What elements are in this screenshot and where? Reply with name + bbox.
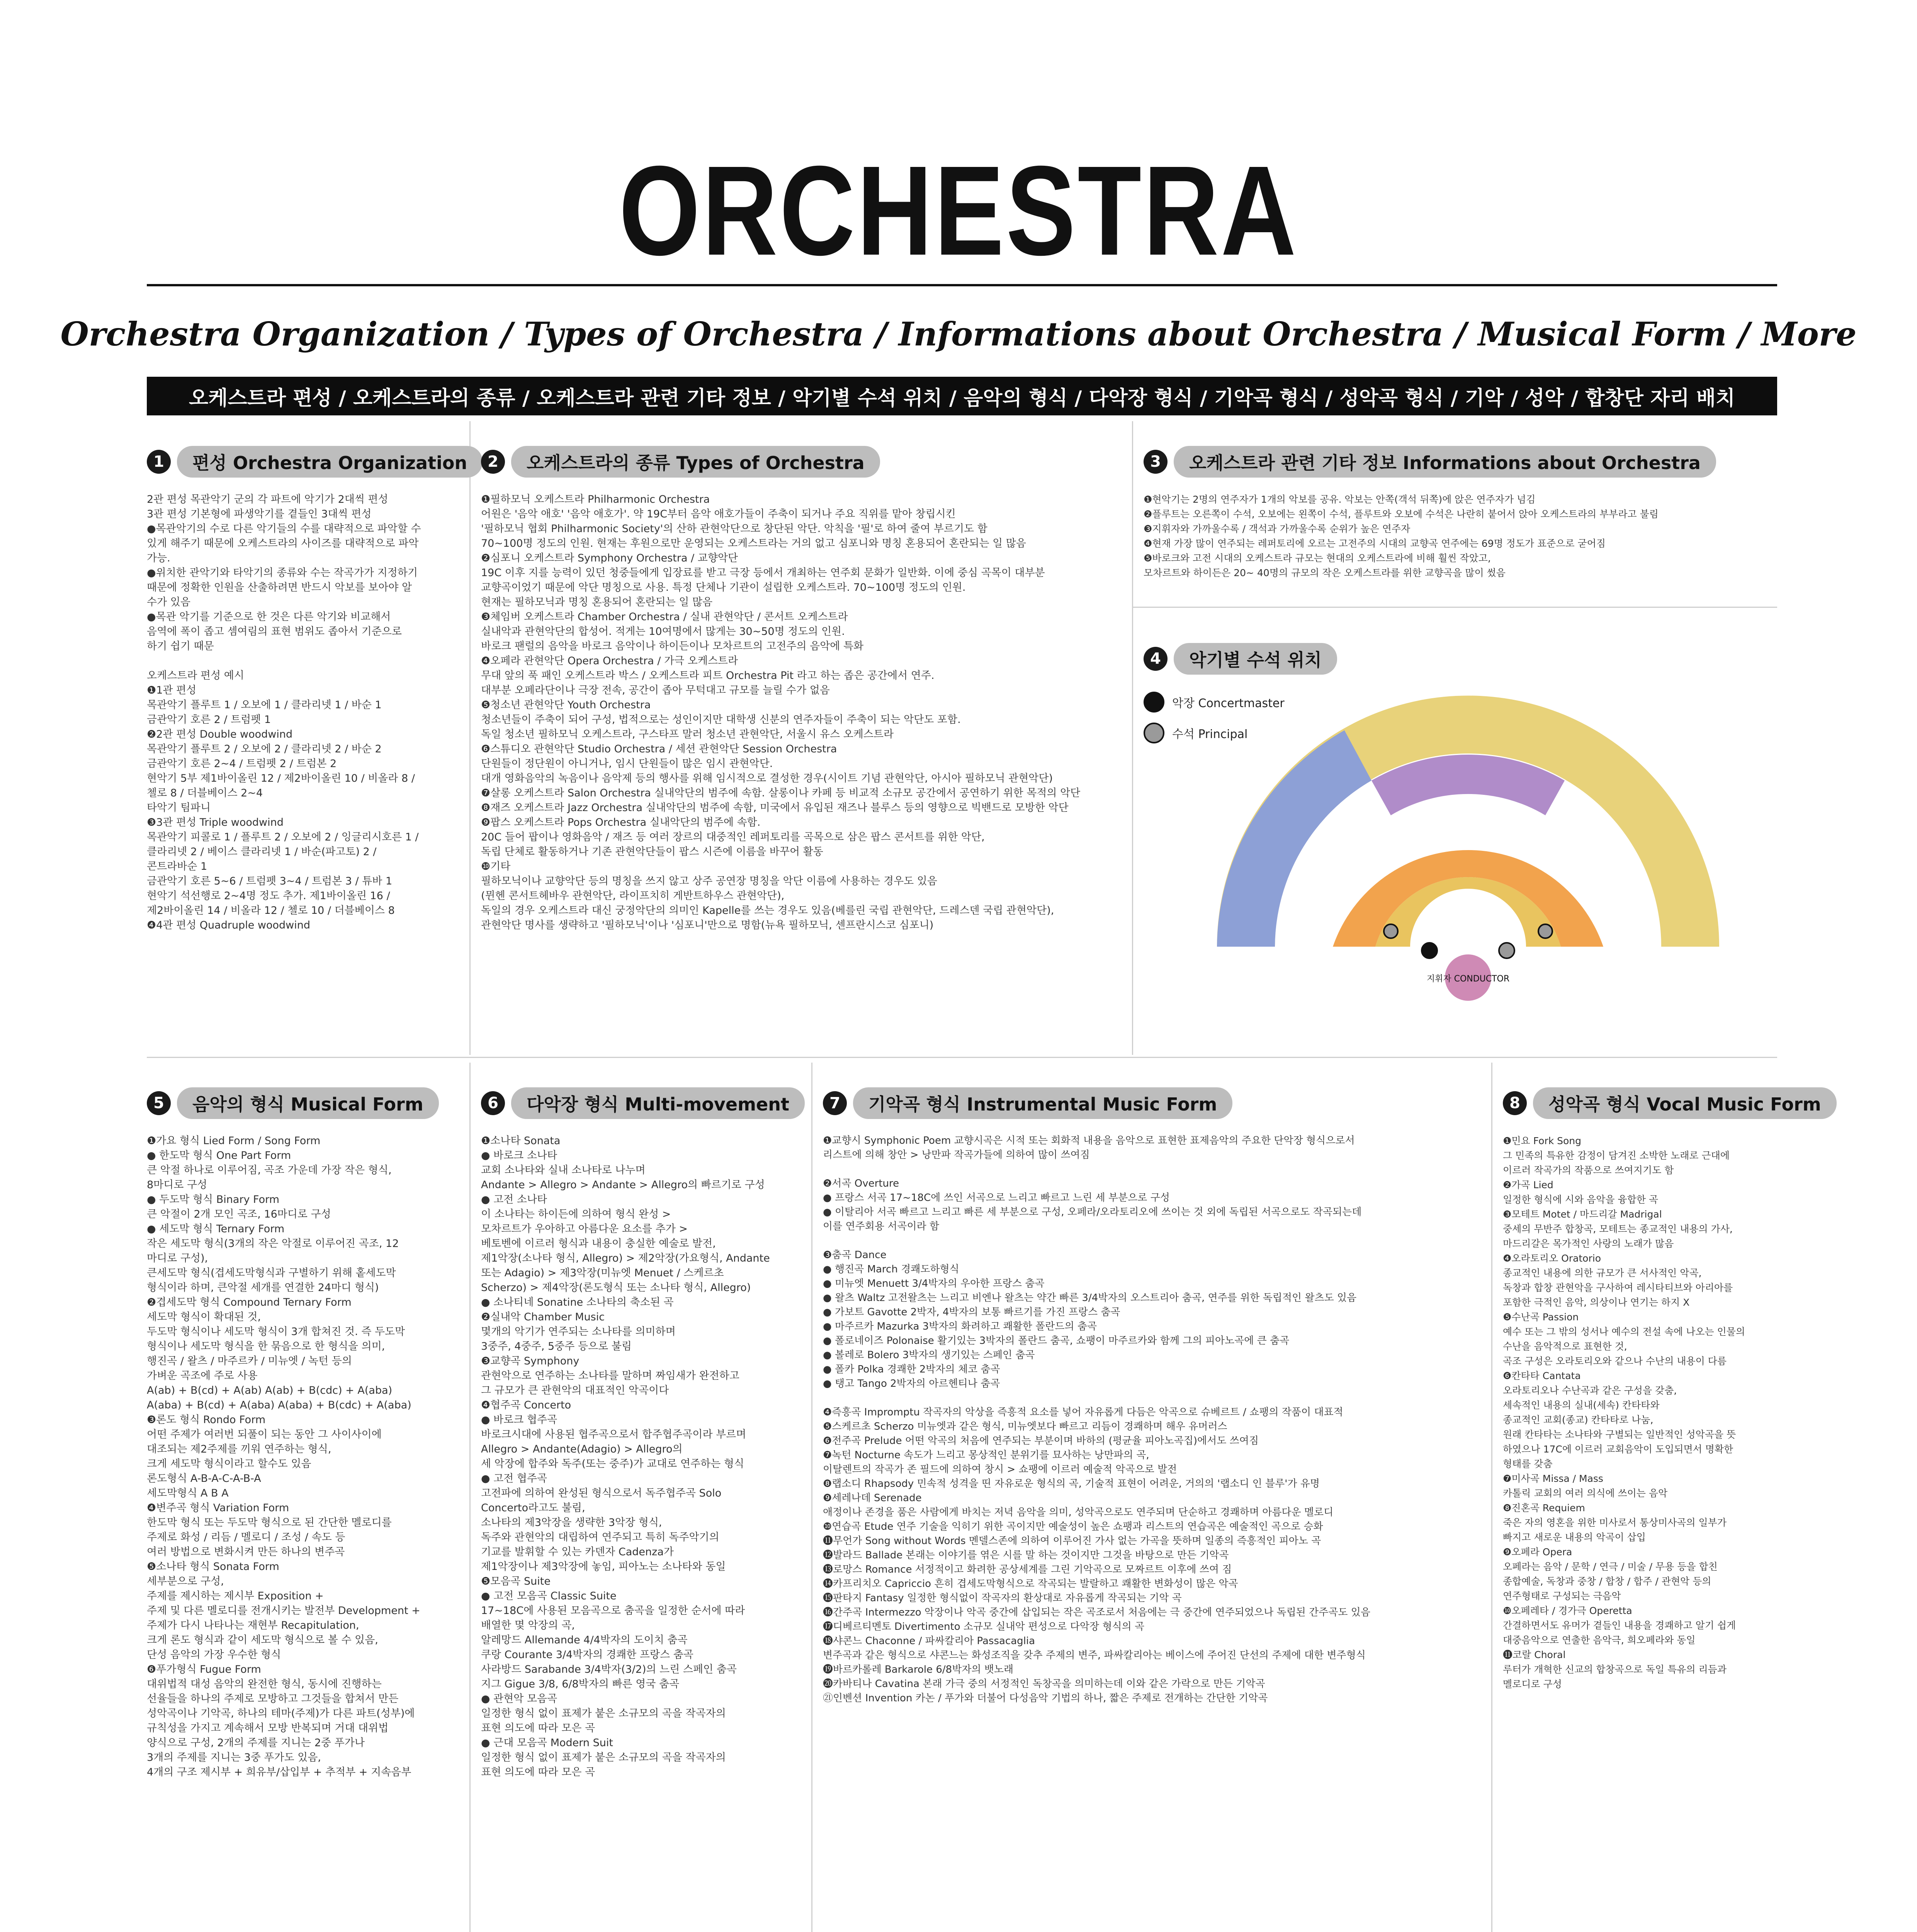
text-line: ❽재즈 오케스트라 Jazz Orchestra 실내악단의 범주에 속함, 미국에서 유입된 재즈나 블루스 등의 영향으로 빅밴드로 모방한 악단 <box>481 802 1069 814</box>
text-line: 독주와 관현악의 대립하여 연주되고 특히 독주악기의 <box>481 1531 719 1543</box>
section-principal-seating <box>1144 641 1777 676</box>
text-line: ❸지휘자와 가까울수록 / 객석과 가까울수록 순위가 높은 연주자 <box>1144 523 1411 534</box>
text-line: 성악곡이나 기악곡, 하나의 테마(주제)가 다른 파트(성부)에 <box>147 1708 415 1719</box>
text-line: 세도막 형식이 확대된 것, <box>147 1311 261 1323</box>
text-line: 일정한 형식에 시와 음악을 융합한 곡 <box>1503 1194 1658 1205</box>
text-line: 독일의 경우 오케스트라 대신 궁정악단의 의미인 Kapelle를 쓰는 경우도 있음(베를린 국립 관현악단, 드레스덴 국립 관현악단), <box>481 905 1054 917</box>
orchestra-seating-diagram <box>1159 676 1777 1047</box>
text-line: 세속적인 내용의 실내(세속) 칸타타와 <box>1503 1400 1660 1411</box>
text-line: 현재는 필하모닉과 명칭 혼용되어 혼란되는 일 많음 <box>481 596 713 608</box>
text-line: 수가 있음 <box>147 596 190 608</box>
text-line: ❸춤곡 Dance <box>823 1249 887 1261</box>
section-number: 8 <box>1503 1091 1527 1115</box>
section-instrumental-form <box>823 1086 1484 1706</box>
text-line: ● 이탈리아 서곡 빠르고 느리고 빠른 세 부분으로 구성, 오페라/오라토리오에 쓰이는 것 외에 독립된 서곡으로도 작곡되는데 <box>823 1206 1362 1218</box>
text-line: 독립 단체로 활동하거나 기존 관현악단들이 팝스 시즌에 이름을 바꾸어 활동 <box>481 846 823 858</box>
text-line: 일정한 형식 없이 표제가 붙은 소규모의 곡을 작곡자의 <box>481 1708 726 1719</box>
text-line: 금관악기 호른 2 / 트럼펫 1 <box>147 714 271 726</box>
section-musical-form <box>147 1086 460 1780</box>
text-line: 70~100명 정도의 인원. 현재는 후원으로만 운영되는 오케스트라는 거의 없고 심포니와 명칭 혼용되어 혼란되는 일 많음 <box>481 537 1026 549</box>
text-line: 콘트라바순 1 <box>147 861 207 872</box>
divider <box>1132 607 1777 608</box>
text-line: 3관 편성 기본형에 파생악기를 곁들인 3대씩 편성 <box>147 508 372 520</box>
text-line: 이를 연주회용 서곡이라 함 <box>823 1221 940 1232</box>
text-line: 루터가 개혁한 신교의 합창곡으로 독일 특유의 리듬과 <box>1503 1664 1727 1675</box>
text-line: 큰 악절 하나로 이루어짐, 곡조 가운데 가장 작은 형식, <box>147 1164 392 1176</box>
text-line: ❸3관 편성 Triple woodwind <box>147 816 284 828</box>
text-line: ㉑인벤션 Invention 카논 / 푸가와 더불어 다성음악 기법의 하나, 짧은 주제로 전개하는 간단한 기악곡 <box>823 1692 1268 1704</box>
text-line: 세도막형식 A B A <box>147 1487 229 1499</box>
text-line: 오페라는 음악 / 문학 / 연극 / 미술 / 무용 등을 합친 <box>1503 1561 1718 1572</box>
text-line <box>823 1234 1484 1248</box>
text-line: 간결하면서도 유머가 곁들인 내용을 경쾌하고 알기 쉽게 <box>1503 1620 1736 1631</box>
text-line: 두도막 형식이나 세도막 형식이 3개 합쳐진 것. 즉 두도막 <box>147 1326 405 1338</box>
text-line: 한도막 형식 또는 두도막 형식으로 된 간단한 멜로디를 <box>147 1517 392 1529</box>
text-line: 20C 들어 팝이나 영화음악 / 재즈 등 여러 장르의 대중적인 레퍼토리를 곡목으로 삼은 팝스 콘서트를 위한 악단, <box>481 831 985 843</box>
text-line: ❹오라토리오 Oratorio <box>1503 1253 1601 1264</box>
text-line: 모차르트와 하이든은 20~ 40명의 규모의 작은 오케스트라를 위한 교향곡을 많이 썼음 <box>1144 567 1506 578</box>
text-line: ❷2관 편성 Double woodwind <box>147 728 293 740</box>
text-line: 연주형태로 구성되는 극음악 <box>1503 1590 1621 1602</box>
principal-seat <box>1538 924 1552 938</box>
section-body <box>1503 1134 1777 1692</box>
text-line: ❺소나타 형식 Sonata Form <box>147 1561 279 1573</box>
text-line: 교회 소나타와 실내 소나타로 나누며 <box>481 1164 646 1176</box>
text-line: 곡조 구성은 오라토리오와 같으나 수난의 내용이 다름 <box>1503 1355 1727 1367</box>
text-line: ❺모음곡 Suite <box>481 1575 551 1587</box>
section-title: 악기별 수석 위치 <box>1174 643 1337 675</box>
text-line: 또는 Adagio) > 제3악장(미뉴엣 Menuet / 스케르초 <box>481 1267 724 1279</box>
text-line: 그 규모가 큰 관현악의 대표적인 악곡이다 <box>481 1384 669 1396</box>
section-title: 오케스트라 관련 기타 정보 Informations about Orchestra <box>1174 446 1716 478</box>
text-line: 2관 편성 목관악기 군의 각 파트에 악기가 2대씩 편성 <box>147 493 388 505</box>
text-line: 중세의 무반주 합창곡, 모테트는 종교적인 내용의 가사, <box>1503 1223 1733 1235</box>
text-line: ❶민요 Fork Song <box>1503 1135 1582 1146</box>
text-line: 목관악기 피콜로 1 / 플루트 2 / 오보에 2 / 잉글리시호른 1 / <box>147 831 419 843</box>
text-line: 이탈렌트의 작곡가 존 필드에 의하여 창시 > 쇼팽에 이르러 예술적 악곡으로 발전 <box>823 1464 1177 1475</box>
text-line: ❸체임버 오케스트라 Chamber Orchestra / 실내 관현악단 / 콘서트 오케스트라 <box>481 611 848 623</box>
text-line: 목관악기 플루트 1 / 오보에 1 / 클라리넷 1 / 바순 1 <box>147 699 382 711</box>
text-line: ❹4관 편성 Quadruple woodwind <box>147 919 310 931</box>
text-line: 수난을 음악적으로 표현한 것, <box>1503 1341 1627 1352</box>
text-line: ❶소나타 Sonata <box>481 1135 561 1147</box>
text-line: 선율들을 하나의 주제로 모방하고 그것들을 합쳐서 만든 <box>147 1693 399 1705</box>
text-line: ● 볼레로 Bolero 3박자의 생기있는 스페인 춤곡 <box>823 1349 1035 1361</box>
text-line: ● 바로크 소나타 <box>481 1150 557 1162</box>
text-line: 마디로 구성), <box>147 1252 208 1264</box>
text-line: 하기 쉽기 때문 <box>147 640 214 652</box>
conductor-label: 지휘자 CONDUCTOR <box>1426 974 1510 984</box>
text-line: ● 바로크 협주곡 <box>481 1414 557 1426</box>
text-line: 관현악단 명사를 생략하고 '필하모닉'이나 '심포니'만으로 명함(뉴욕 필하모닉, 센프란시스코 심포니) <box>481 919 934 931</box>
text-line: 큰세도막 형식(겹세도막형식과 구별하기 위해 홑세도막 <box>147 1267 396 1279</box>
section-body <box>147 492 460 933</box>
text-line: 단원들이 정단원이 아니거나, 임시 단원들이 많은 임시 관현악단. <box>481 758 773 770</box>
text-line: 이르러 작곡가의 작품으로 쓰여지기도 함 <box>1503 1165 1674 1176</box>
topic-bar: 오케스트라 편성 / 오케스트라의 종류 / 오케스트라 관련 기타 정보 / 악기별 수석 위치 / 음악의 형식 / 다악장 형식 / 기악곡 형식 / 성악곡 형식 / 기악 / 성악 / 합창단 자리 배치 <box>147 377 1777 415</box>
text-line: ⓱디베르티멘토 Divertimento 소규모 실내악 편성으로 다악장 형식의 곡 <box>823 1621 1145 1633</box>
section-title: 기악곡 형식 Instrumental Music Form <box>853 1087 1232 1119</box>
text-line: 대위법적 대성 음악의 완전한 형식, 동시에 진행하는 <box>147 1678 382 1690</box>
text-line: ● 두도막 형식 Binary Form <box>147 1194 280 1206</box>
section-body <box>481 1134 802 1780</box>
text-line: ⓫무언가 Song without Words 멘델스존에 의하여 이루어진 가사 없는 가곡을 뜻하며 일종의 즉흥적인 피아노 곡 <box>823 1535 1321 1547</box>
text-line: ❶필하모닉 오케스트라 Philharmonic Orchestra <box>481 493 710 505</box>
text-line: ❺수난곡 Passion <box>1503 1311 1579 1323</box>
text-line: ❻스튜디오 관현악단 Studio Orchestra / 세션 관현악단 Session Orchestra <box>481 743 837 755</box>
text-line: ❼녹턴 Nocturne 속도가 느리고 몽상적인 분위기를 묘사하는 낭만파의 곡, <box>823 1449 1149 1461</box>
text-line: ❽랩소디 Rhapsody 민속적 성격을 띤 자유로운 형식의 곡, 기술적 표현이 어려운, 거의의 '랩소디 인 블루'가 유명 <box>823 1478 1320 1490</box>
text-line: ⓯판타지 Fantasy 일정한 형식없이 작곡자의 환상대로 자유롭게 작곡되는 기악 곡 <box>823 1592 1182 1604</box>
text-line: 관현악으로 연주하는 소나타를 말하며 짜임새가 완전하고 <box>481 1370 739 1382</box>
text-line: 첼로 8 / 더블베이스 2~4 <box>147 787 263 799</box>
text-line: 청소년들이 주축이 되어 구성, 법적으로는 성인이지만 대학생 신분의 연주자들이 주축이 되는 악단도 포함. <box>481 714 961 726</box>
section-title: 다악장 형식 Multi-movement <box>511 1087 805 1119</box>
text-line: 세 악장에 합주와 독주(또는 중주)가 교대로 연주하는 형식 <box>481 1458 744 1470</box>
text-line: 멜로디로 구성 <box>1503 1679 1562 1690</box>
section-body <box>481 492 1122 933</box>
text-line: 제1악장이나 제3악장에 놓임, 피아노는 소나타와 동일 <box>481 1561 726 1573</box>
principal-seat <box>1499 943 1514 958</box>
text-line: 주제 및 다른 멜로디를 전개시키는 발전부 Development + <box>147 1605 420 1617</box>
text-line: ❷플루트는 오른쪽이 수석, 오보에는 왼쪽이 수석, 플루트와 오보에 수석은 나란히 붙어서 앉아 오케스트라의 부부라고 불림 <box>1144 509 1659 520</box>
legend-concertmaster: 악장 Concertmaster <box>1144 692 1285 713</box>
text-line: 제2바이올린 14 / 비올라 12 / 첼로 10 / 더블베이스 8 <box>147 905 395 917</box>
section-title: 음악의 형식 Musical Form <box>177 1087 439 1119</box>
text-line: 대개 영화음악의 녹음이나 음악제 등의 행사를 위해 임시적으로 결성한 경우(시이트 기념 관현악단, 아시아 필하모닉 관현악단) <box>481 772 1053 784</box>
divider <box>469 421 471 1055</box>
section-body <box>147 1134 460 1780</box>
text-line: ⓬발라드 Ballade 본래는 이야기를 엮은 시를 말 하는 것이지만 그것을 바탕으로 만든 기악곡 <box>823 1549 1229 1561</box>
text-line: 원래 칸타타는 소나타와 구별되는 일반적인 성악곡을 뜻 <box>1503 1429 1736 1440</box>
text-line: ❹변주곡 형식 Variation Form <box>147 1502 289 1514</box>
text-line: ❾팝스 오케스트라 Pops Orchestra 실내악단의 범주에 속함. <box>481 816 761 828</box>
section-body <box>823 1134 1484 1706</box>
text-line: A(aba) + B(cd) + A(aba) A(aba) + B(cdc) + A(aba) <box>147 1399 411 1411</box>
text-line: ❺바로크와 고전 시대의 오케스트라 규모는 현대의 오케스트라에 비해 훨씬 작았고, <box>1144 553 1491 564</box>
text-line: 3중주, 4중주, 5중주 등으로 불림 <box>481 1340 632 1352</box>
text-line: 모차르트가 우아하고 아름다운 요소를 추가 > <box>481 1223 688 1235</box>
text-line: ⓲샤콘느 Chaconne / 파싸칼리아 Passacaglia <box>823 1635 1035 1647</box>
legend-principal: 수석 Principal <box>1144 723 1247 743</box>
divider <box>147 1057 1777 1058</box>
text-line: 종교적인 내용에 의한 규모가 큰 서사적인 악곡, <box>1503 1267 1702 1279</box>
text-line: ❾세레나데 Serenade <box>823 1492 922 1504</box>
text-line: 독창과 합창 관현악을 구사하여 레시타티브와 아리아를 <box>1503 1282 1733 1293</box>
text-line: 어떤 주제가 여러번 되풀이 되는 동안 그 사이사이에 <box>147 1429 382 1440</box>
text-line: A(ab) + B(cd) + A(ab) A(ab) + B(cdc) + A(aba) <box>147 1384 393 1396</box>
concertmaster-seat <box>1422 943 1437 958</box>
text-line: 지그 Gigue 3/8, 6/8박자의 빠른 영국 춤곡 <box>481 1678 680 1690</box>
text-line: 포함한 극적인 음악, 의상이나 연기는 하지 X <box>1503 1297 1690 1308</box>
text-line: 주제가 다시 나타나는 재현부 Recapitulation, <box>147 1619 359 1631</box>
text-line: ❺스케르초 Scherzo 미뉴엣과 같은 형식, 미뉴엣보다 빠르고 리듬이 경쾌하며 해우 유머러스 <box>823 1421 1227 1432</box>
text-line: 주제를 제시하는 제시부 Exposition + <box>147 1590 324 1602</box>
text-line: ●위치한 관악기와 타악기의 종류와 수는 작곡가가 지정하기 <box>147 567 418 579</box>
text-line: 빠지고 새로운 내용의 악곡이 삽입 <box>1503 1532 1646 1543</box>
text-line: 고전파에 의하여 완성된 형식으로서 독주협주곡 Solo <box>481 1487 722 1499</box>
text-line: 독일 청소년 필하모닉 오케스트라, 구스타프 말러 청소년 관현악단, 서울시 유스 오케스트라 <box>481 728 894 740</box>
text-line: 기교를 발휘할 수 있는 카덴자 Cadenza가 <box>481 1546 674 1558</box>
text-line: ❹협주곡 Concerto <box>481 1399 571 1411</box>
text-line: ❻칸타타 Cantata <box>1503 1370 1581 1381</box>
section-number: 4 <box>1144 647 1168 671</box>
section-number: 7 <box>823 1091 847 1115</box>
text-line: 양식으로 구성, 2개의 주제를 지니는 2중 푸가나 <box>147 1737 365 1749</box>
text-line: Scherzo) > 제4악장(론도형식 또는 소나타 형식, Allegro) <box>481 1282 751 1294</box>
text-line: 오케스트라 편성 예시 <box>147 670 244 682</box>
text-line: 세부분으로 구성, <box>147 1575 224 1587</box>
text-line: ❹현재 가장 많이 연주되는 레퍼토리에 오르는 고전주의 시대의 교향곡 연주에는 69명 정도가 표준으로 굳어짐 <box>1144 538 1606 549</box>
text-line: ● 행진곡 March 경쾌도하형식 <box>823 1264 959 1275</box>
text-line: 단성 음악의 가장 우수한 형식 <box>147 1649 281 1661</box>
text-line: ❾오페라 Opera <box>1503 1546 1572 1558</box>
text-line <box>823 1391 1484 1405</box>
text-line: 현악기 5부 제1바이올린 12 / 제2바이올린 10 / 비올라 8 / <box>147 772 415 784</box>
text-line: 몇개의 악기가 연주되는 소나타를 의미하며 <box>481 1326 676 1338</box>
text-line: 3개의 주제를 지니는 3중 푸가도 있음, <box>147 1752 321 1764</box>
text-line: Andante > Allegro > Andante > Allegro의 빠르기로 구성 <box>481 1179 765 1191</box>
text-line: 종합예술, 독창과 중창 / 합창 / 합주 / 관현악 등의 <box>1503 1576 1711 1587</box>
text-line: 대중음악으로 연출한 음악극, 희오페라와 동일 <box>1503 1634 1696 1646</box>
text-line: ● 가보트 Gavotte 2박자, 4박자의 보통 빠르기를 가진 프랑스 춤곡 <box>823 1306 1120 1318</box>
text-line: ● 고전 협주곡 <box>481 1473 547 1485</box>
text-line: 필하모닉이나 교향악단 등의 명칭을 쓰지 않고 상주 공연장 명칭을 악단 이름에 사용하는 경우도 있음 <box>481 875 937 887</box>
text-line: 쿠랑 Courante 3/4박자의 경쾌한 프랑스 춤곡 <box>481 1649 693 1661</box>
text-line: 형태를 갖춤 <box>1503 1458 1553 1469</box>
text-line: 알레망드 Allemande 4/4박자의 도이치 춤곡 <box>481 1634 688 1646</box>
text-line: ⓫코랄 Choral <box>1503 1649 1566 1660</box>
section-title: 성악곡 형식 Vocal Music Form <box>1533 1087 1837 1119</box>
text-line: 죽은 자의 영혼을 위한 미사로서 통상미사곡의 일부가 <box>1503 1517 1727 1528</box>
text-line: 가벼운 곡조에 주로 사용 <box>147 1370 258 1382</box>
text-line: 금관악기 호른 5~6 / 트럼펫 3~4 / 트럼본 3 / 튜바 1 <box>147 875 393 887</box>
section-number: 2 <box>481 450 505 474</box>
text-line: 바로크 팬럴의 음악을 바로크 음악이나 하이든이나 모차르트의 고전주의 음악에 특화 <box>481 640 864 652</box>
text-line: 목관악기 플루트 2 / 오보에 2 / 클라리넷 2 / 바순 2 <box>147 743 382 755</box>
text-line: ● 프랑스 서곡 17~18C에 쓰인 서곡으로 느리고 빠르고 느린 세 부분으로 구성 <box>823 1192 1170 1204</box>
text-line: 큰 악절이 2개 모인 곡조, 16마디로 구성 <box>147 1208 331 1220</box>
section-title: 오케스트라의 종류 Types of Orchestra <box>511 446 880 478</box>
section-types-of-orchestra <box>481 444 1122 933</box>
text-line: 크게 세도막 형식이라고 할수도 있음 <box>147 1458 311 1470</box>
text-line: 17~18C에 사용된 모음곡으로 춤곡을 일정한 순서에 따라 <box>481 1605 745 1617</box>
text-line: 론도형식 A-B-A-C-A-B-A <box>147 1473 261 1485</box>
text-line: ● 고전 소나타 <box>481 1194 547 1206</box>
text-line: 타악기 팀파니 <box>147 802 211 814</box>
text-line: ● 탱고 Tango 2박자의 아르헨티나 춤곡 <box>823 1378 1000 1389</box>
text-line: 표현 의도에 따라 모은 곡 <box>481 1766 595 1778</box>
text-line: ❿연습곡 Etude 연주 기술을 익히기 위한 곡이지만 예술성이 높은 쇼팽과 리스트의 연습곡은 예술적인 곡으로 승화 <box>823 1521 1323 1532</box>
text-line: ⓴카바티나 Cavatina 본래 가극 중의 서정적인 독창곡을 의미하는데 이와 같은 가락으로 만든 기악곡 <box>823 1678 1265 1690</box>
text-line: 예수 또는 그 밖의 성서나 예수의 전설 속에 나오는 인물의 <box>1503 1326 1745 1337</box>
text-line: ❷겹세도막 형식 Compound Ternary Form <box>147 1296 352 1308</box>
divider <box>1491 1063 1492 1932</box>
text-line: ⓰간주곡 Intermezzo 악장이나 악곡 중간에 삽입되는 작은 곡조로서 처음에는 극 중간에 연주되었으나 독립된 간주곡도 있음 <box>823 1607 1371 1618</box>
text-line: ❽진혼곡 Requiem <box>1503 1502 1585 1514</box>
poster-subtitle: Orchestra Organization / Types of Orchestra / Informations about Orchestra / Musical Form / More <box>60 315 1857 353</box>
text-line: ● 왈츠 Waltz 고전왈츠는 느리고 비엔나 왈츠는 약간 빠른 3/4박자의 오스트리아 춤곡, 연주를 위한 독립적인 왈츠도 있음 <box>823 1292 1357 1304</box>
text-line: ❸교향곡 Symphony <box>481 1355 580 1367</box>
divider <box>469 1063 471 1932</box>
text-line: 음역에 폭이 좁고 셈여림의 표현 범위도 좁아서 기준으로 <box>147 626 402 638</box>
text-line: 바로크시대에 사용된 협주곡으로서 합주협주곡이라 부르며 <box>481 1429 746 1440</box>
section-multi-movement <box>481 1086 802 1780</box>
text-line: ❶현악기는 2명의 연주자가 1개의 악보를 공유. 악보는 안쪽(객석 뒤쪽)에 앉은 연주자가 넘김 <box>1144 494 1536 505</box>
text-line: 행진곡 / 왈츠 / 마주르카 / 미뉴엣 / 녹턴 등의 <box>147 1355 352 1367</box>
text-line: ❹오페라 관현악단 Opera Orchestra / 가극 오케스트라 <box>481 655 738 667</box>
title-rule <box>147 284 1777 286</box>
section-number: 1 <box>147 450 171 474</box>
text-line: ●목관 악기를 기준으로 한 것은 다른 악기와 비교해서 <box>147 611 391 623</box>
section-body <box>1144 492 1777 580</box>
divider <box>1132 421 1133 1055</box>
section-number: 3 <box>1144 450 1168 474</box>
text-line: ❷서곡 Overture <box>823 1178 899 1189</box>
text-line: (뮌헨 콘서트헤바우 관현악단, 라이프치히 게반트하우스 관현악단), <box>481 890 785 902</box>
section-orchestra-organization <box>147 444 467 933</box>
text-line: ⓮카프리치오 Capriccio 흔히 겹세도막형식으로 작곡되는 발랄하고 쾌활한 변화성이 많은 악곡 <box>823 1578 1238 1590</box>
text-line: ❿기타 <box>481 861 511 872</box>
text-line: 소나타의 제3악장을 생략한 3악장 형식, <box>481 1517 662 1529</box>
text-line: ● 마주르카 Mazurka 3박자의 화려하고 쾌활한 폴란드의 춤곡 <box>823 1321 1097 1332</box>
text-line: 오라토리오나 수난곡과 같은 구성을 갖춤, <box>1503 1385 1677 1396</box>
text-line: Concerto라고도 불림, <box>481 1502 585 1514</box>
text-line: 형식이나 세도막 형식을 한 묶음으로 한 형식을 의미, <box>147 1340 385 1352</box>
section-orchestra-info <box>1144 444 1777 580</box>
text-line: 작은 세도막 형식(3개의 작은 악절로 이루어진 곡조, 12 <box>147 1238 399 1250</box>
text-line: 어원은 '음악 애호' '음악 애호가'. 약 19C부터 음악 애호가들이 주축이 되거나 주요 직위를 맡아 창립시킨 <box>481 508 956 520</box>
text-line: ⓳바르카롤레 Barkarole 6/8박자의 뱃노래 <box>823 1664 1014 1675</box>
text-line: 여러 방법으로 변화시켜 만든 하나의 변주곡 <box>147 1546 345 1558</box>
text-line: 마드리갈은 목가적인 사랑의 노래가 많음 <box>1503 1238 1674 1249</box>
text-line: ● 소나티네 Sonatine 소나타의 축소된 곡 <box>481 1296 674 1308</box>
text-line: ❷심포니 오케스트라 Symphony Orchestra / 교향악단 <box>481 552 738 564</box>
text-line: 베토벤에 이르러 형식과 내용이 충실한 예술로 발전, <box>481 1238 716 1250</box>
principal-seat <box>1384 924 1398 938</box>
text-line: 일정한 형식 없이 표제가 붙은 소규모의 곡을 작곡자의 <box>481 1752 726 1764</box>
poster-title: ORCHESTRA <box>619 139 1298 282</box>
text-line: 무대 앞의 푹 패인 오케스트라 박스 / 오케스트라 피트 Orchestra Pit 라고 하는 좁은 공간에서 연주. <box>481 670 935 682</box>
text-line: 그 민족의 특유한 감정이 담겨진 소박한 노래로 근대에 <box>1503 1150 1730 1161</box>
text-line: 4개의 구조 제시부 + 희유부/삽입부 + 추적부 + 지속음부 <box>147 1766 411 1778</box>
text-line: 형식이라 하며, 큰악절 세개를 연결한 24마디 형식) <box>147 1282 379 1294</box>
text-line: 클라리넷 2 / 베이스 클라리넷 1 / 바순(파고토) 2 / <box>147 846 377 858</box>
text-line: 대부분 오페라단이나 극장 전속, 공간이 좁아 무턱대고 규모를 늘릴 수가 없음 <box>481 684 830 696</box>
text-line: 대조되는 제2주제를 끼워 연주하는 형식, <box>147 1443 331 1455</box>
section-vocal-form <box>1503 1086 1821 1692</box>
text-line: ● 폴로네이즈 Polonaise 활기있는 3박자의 폴란드 춤곡, 쇼팽이 마주르카와 함께 그의 피아노곡에 큰 춤곡 <box>823 1335 1290 1347</box>
text-line: 애정이나 존경을 품은 사람에게 바치는 저녁 음악을 의미, 성악곡으로도 연주되며 단순하고 경쾌하며 아름다운 멜로디 <box>823 1507 1334 1518</box>
text-line: 사라방드 Sarabande 3/4박자(3/2)의 느린 스페인 춤곡 <box>481 1663 737 1675</box>
text-line: 19C 이후 지를 능력이 있던 청중들에게 입장료를 받고 극장 등에서 개최하는 연주회 문화가 일반화. 이에 중심 곡목이 대부분 <box>481 567 1045 579</box>
text-line: 8마디로 구성 <box>147 1179 207 1191</box>
text-line: ● 세도막 형식 Ternary Form <box>147 1223 285 1235</box>
text-line: 표현 의도에 따라 모은 곡 <box>481 1722 595 1734</box>
text-line: 제1악장(소나타 형식, Allegro) > 제2악장(가요형식, Andante <box>481 1252 770 1264</box>
divider <box>811 1063 812 1932</box>
text-line: 카톨릭 교회의 여러 의식에 쓰이는 음악 <box>1503 1488 1668 1499</box>
text-line: 종교적인 교회(종교) 칸타타로 나눔, <box>1503 1414 1654 1425</box>
text-line: ❼미사곡 Missa / Mass <box>1503 1473 1603 1484</box>
text-line: 때문에 정확한 인원을 산출하려면 반드시 악보를 보아야 알 <box>147 582 412 594</box>
text-line: 실내악과 관현악단의 합성어. 적게는 10여명에서 많게는 30~50명 정도의 인원. <box>481 626 845 638</box>
text-line: 리스트에 의해 창안 > 낭만파 작곡가들에 의하여 많이 쓰여짐 <box>823 1149 1090 1161</box>
text-line: ● 고전 모음곡 Classic Suite <box>481 1590 617 1602</box>
text-line: 배열한 몇 악장의 곡, <box>481 1619 575 1631</box>
section-title: 편성 Orchestra Organization <box>177 446 483 478</box>
text-line: 하였으나 17C에 이르러 교회음악이 도입되면서 명확한 <box>1503 1444 1733 1455</box>
text-line: ● 관현악 모음곡 <box>481 1693 557 1705</box>
text-line: Allegro > Andante(Adagio) > Allegro의 <box>481 1443 683 1455</box>
section-number: 6 <box>481 1091 505 1115</box>
text-line: ❺청소년 관현악단 Youth Orchestra <box>481 699 651 711</box>
text-line: ⓭로망스 Romance 서정적이고 화려한 공상세계를 그린 기악곡으로 모짜르트 이후에 쓰여 짐 <box>823 1564 1232 1575</box>
text-line: 규칙성을 가지고 계속해서 모방 반복되며 거대 대위법 <box>147 1722 389 1734</box>
text-line: ❻푸가형식 Fugue Form <box>147 1663 261 1675</box>
text-line: 크게 론도 형식과 같이 세도막 형식으로 볼 수 있음, <box>147 1634 378 1646</box>
text-line: ● 한도막 형식 One Part Form <box>147 1150 291 1162</box>
text-line <box>147 654 460 668</box>
text-line: ❹즉흥곡 Impromptu 작곡자의 악상을 즉흥적 요소를 넣어 자유롭게 다듬은 악곡으로 슈베르트 / 쇼팽의 작품이 대표적 <box>823 1406 1343 1418</box>
text-line: 금관악기 호른 2~4 / 트럼펫 2 / 트럼본 2 <box>147 758 337 770</box>
text-line: ❻전주곡 Prelude 어떤 악곡의 처음에 연주되는 부분이며 바하의 (평균율 피아노곡집)에서도 쓰여짐 <box>823 1435 1259 1447</box>
text-line: ❷실내악 Chamber Music <box>481 1311 605 1323</box>
text-line: ● 미뉴엣 Menuett 3/4박자의 우아한 프랑스 춤곡 <box>823 1278 1045 1289</box>
text-line: ❶1관 편성 <box>147 684 197 696</box>
text-line: ❶교향시 Symphonic Poem 교향시곡은 시적 또는 회화적 내용을 음악으로 표현한 표제음악의 주요한 단악장 형식으로서 <box>823 1135 1355 1146</box>
section-number: 5 <box>147 1091 171 1115</box>
text-line: 있게 해주기 때문에 오케스트라의 사이즈를 대략적으로 파악 <box>147 537 419 549</box>
text-line: ❿오페레타 / 경가극 Operetta <box>1503 1605 1632 1616</box>
text-line: ● 폴카 Polka 경쾌한 2박자의 체코 춤곡 <box>823 1364 1000 1375</box>
text-line: ❶가요 형식 Lied Form / Song Form <box>147 1135 321 1147</box>
text-line: 주제로 화성 / 리듬 / 멜로디 / 조성 / 속도 등 <box>147 1531 345 1543</box>
text-line: ❸모테트 Motet / 마드리갈 Madrigal <box>1503 1209 1662 1220</box>
text-line: 가능. <box>147 552 170 564</box>
text-line: 교향곡이었기 때문에 악단 명칭으로 사용. 특정 단체나 기관이 설립한 오케스트라. 70~100명 정도의 인원. <box>481 582 966 594</box>
text-line: ● 근대 모음곡 Modern Suit <box>481 1737 613 1749</box>
text-line: ❷가곡 Lied <box>1503 1179 1553 1190</box>
text-line <box>823 1162 1484 1177</box>
text-line: 현악기 석선행로 2~4명 정도 추가. 제1바이올린 16 / <box>147 890 390 902</box>
text-line: ❼살롱 오케스트라 Salon Orchestra 실내악단의 범주에 속함. 살롱이나 카페 등 비교적 소규모 공간에서 공연하기 위한 목적의 악단 <box>481 787 1081 799</box>
text-line: 변주곡과 같은 형식으로 샤콘느는 화성조직을 갖추 주제의 변주, 파싸칼리아는 베이스에 주어진 단선의 주제에 대한 변주형식 <box>823 1650 1366 1661</box>
text-line: ❸론도 형식 Rondo Form <box>147 1414 266 1426</box>
text-line: ●목관악기의 수로 다른 악기들의 수를 대략적으로 파악할 수 <box>147 523 421 535</box>
text-line: 이 소나타는 하이든에 의하여 형식 완성 > <box>481 1208 671 1220</box>
text-line: '필하모닉 협회 Philharmonic Society'의 산하 관현악단으로 창단된 악단. 악칙을 '필'로 하여 줄여 부르기도 함 <box>481 523 987 535</box>
